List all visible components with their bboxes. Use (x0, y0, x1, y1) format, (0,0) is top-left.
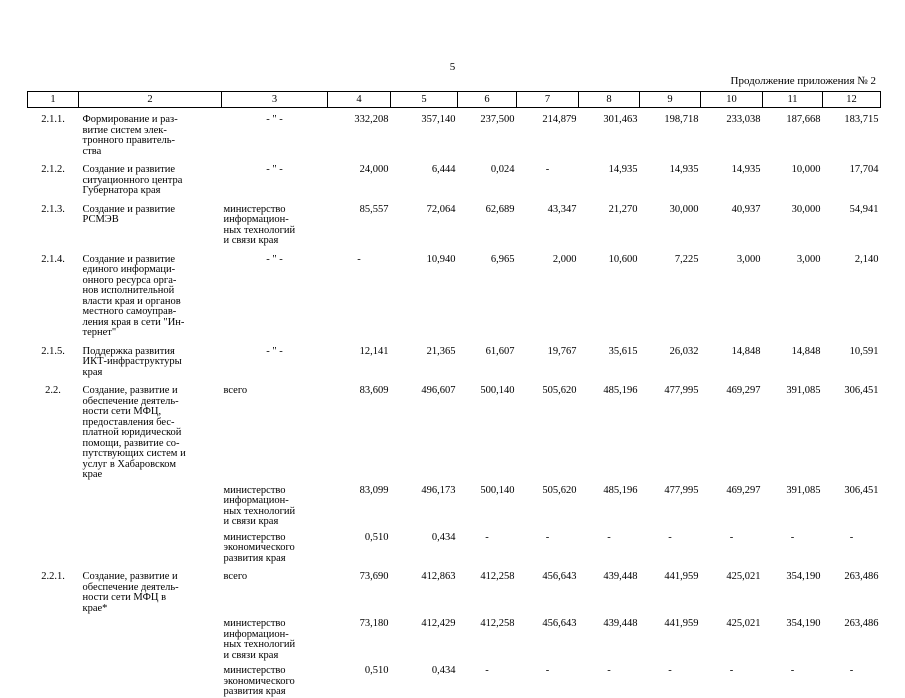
header-cell: 8 (579, 92, 640, 108)
value-cell: - (849, 665, 854, 676)
value-cell: 456,643 (542, 618, 577, 629)
value-cell: 85,557 (359, 203, 389, 215)
budget-table (27, 91, 881, 698)
value-cell: 306,451 (844, 385, 879, 396)
row-name: Формирование и раз- витие систем элек- тронного правитель- ства (82, 114, 178, 157)
value-cell: - (790, 665, 795, 676)
table-row (28, 339, 881, 379)
row-name: Поддержка развития ИКТ-инфраструктуры края (82, 345, 182, 378)
row-executor: министерство информацион- ных технологий и связи края (223, 484, 296, 527)
value-cell: 469,297 (726, 484, 761, 496)
table-row (28, 481, 881, 528)
continuation-label: Продолжение приложения № 2 (730, 75, 876, 87)
value-cell: 412,258 (480, 618, 515, 629)
value-cell: 301,463 (603, 114, 638, 125)
row-executor: - " - (266, 164, 283, 175)
table-row (28, 108, 881, 158)
value-cell: 0,510 (364, 531, 389, 543)
value-cell: 357,140 (421, 114, 456, 125)
value-cell: 233,038 (726, 114, 761, 125)
table-row (28, 564, 881, 614)
value-cell: 354,190 (786, 618, 821, 629)
header-cell: 4 (328, 92, 391, 108)
value-cell: 30,000 (791, 203, 821, 215)
row-number: 2.2. (45, 385, 61, 396)
value-cell: 61,607 (485, 345, 515, 357)
value-cell: 17,704 (849, 164, 879, 175)
value-cell: 198,718 (664, 114, 699, 125)
table-row (28, 378, 881, 481)
header-cell: 7 (517, 92, 579, 108)
value-cell: 14,935 (669, 164, 699, 175)
value-cell: 496,607 (421, 385, 456, 396)
value-cell: 3,000 (796, 253, 821, 265)
value-cell: 505,620 (542, 484, 577, 496)
value-cell: 354,190 (786, 571, 821, 582)
value-cell: 237,500 (480, 114, 515, 125)
row-name (79, 528, 222, 565)
value-cell: 263,486 (844, 571, 879, 582)
value-cell: - (357, 253, 361, 265)
table-row (28, 614, 881, 661)
value-cell: 500,140 (480, 484, 515, 496)
value-cell: 441,959 (664, 571, 699, 582)
row-executor: министерство экономического развития края (223, 531, 295, 564)
header-row (28, 92, 881, 108)
value-cell: 412,429 (421, 618, 456, 629)
value-cell: 439,448 (603, 618, 638, 629)
value-cell: 425,021 (726, 571, 761, 582)
row-name (79, 481, 222, 528)
value-cell: - (729, 531, 734, 543)
value-cell: 24,000 (359, 164, 389, 175)
row-executor: министерство информацион- ных технологий и связи края (223, 203, 296, 246)
row-number: 2.2.1. (41, 571, 65, 582)
row-name: Создание и развитие единого информаци- онного ресурса орга- нов исполнительной власти края и органов местного самоуправ- ления края в сети "Ин- тернет" (82, 253, 185, 338)
value-cell: 73,690 (359, 571, 389, 582)
value-cell: 62,689 (485, 203, 515, 215)
value-cell: 72,064 (426, 203, 456, 215)
value-cell: 14,935 (608, 164, 638, 175)
header-cell: 3 (222, 92, 328, 108)
value-cell: 485,196 (603, 385, 638, 396)
header-cell: 11 (763, 92, 823, 108)
value-cell: 10,600 (608, 253, 638, 265)
value-cell: 2,000 (552, 253, 577, 265)
value-cell: 332,208 (354, 114, 389, 125)
header-cell: 2 (79, 92, 222, 108)
page-number: 5 (449, 61, 456, 73)
row-executor: всего (223, 385, 248, 396)
row-executor: всего (223, 571, 248, 582)
value-cell: 0,434 (431, 531, 456, 543)
header-cell: 1 (28, 92, 79, 108)
value-cell: 26,032 (669, 345, 699, 357)
value-cell: 439,448 (603, 571, 638, 582)
value-cell: 10,940 (426, 253, 456, 265)
value-cell: 83,099 (359, 484, 389, 496)
value-cell: - (729, 665, 734, 676)
value-cell: 14,848 (791, 345, 821, 357)
value-cell: 14,848 (731, 345, 761, 357)
row-number: 2.1.1. (41, 114, 65, 125)
value-cell: - (790, 531, 795, 543)
row-number (28, 661, 79, 698)
value-cell: - (607, 531, 611, 543)
row-name: Создание, развитие и обеспечение деятель- ности сети МФЦ в крае* (82, 571, 179, 614)
value-cell: - (485, 665, 489, 676)
row-number: 2.1.4. (41, 253, 65, 265)
header-cell: 5 (391, 92, 458, 108)
value-cell: 7,225 (674, 253, 699, 265)
value-cell: 456,643 (542, 571, 577, 582)
value-cell: 425,021 (726, 618, 761, 629)
row-executor: - " - (266, 253, 283, 265)
value-cell: 214,879 (542, 114, 577, 125)
row-number: 2.1.2. (41, 164, 65, 175)
value-cell: 35,615 (608, 345, 638, 357)
value-cell: 412,863 (421, 571, 456, 582)
value-cell: 306,451 (844, 484, 879, 496)
row-executor: - " - (266, 345, 283, 357)
value-cell: - (545, 665, 550, 676)
value-cell: 2,140 (854, 253, 879, 265)
value-cell: 10,000 (791, 164, 821, 175)
table-row (28, 157, 881, 197)
table-body (28, 108, 881, 698)
value-cell: 183,715 (844, 114, 879, 125)
header-cell: 10 (701, 92, 763, 108)
value-cell: 412,258 (480, 571, 515, 582)
value-cell: 43,347 (547, 203, 577, 215)
row-executor: министерство экономического развития края (223, 665, 295, 697)
value-cell: 10,591 (849, 345, 879, 357)
value-cell: - (668, 665, 672, 676)
value-cell: 21,270 (608, 203, 638, 215)
row-name: Создание и развитие ситуационного центра Губернатора края (82, 164, 183, 196)
value-cell: 6,965 (490, 253, 515, 265)
table-row (28, 197, 881, 247)
value-cell: 500,140 (480, 385, 515, 396)
value-cell: 21,365 (426, 345, 456, 357)
table-row (28, 661, 881, 698)
row-number (28, 614, 79, 661)
value-cell: 3,000 (736, 253, 761, 265)
row-name (79, 614, 222, 661)
value-cell: 477,995 (664, 484, 699, 496)
value-cell: 12,141 (359, 345, 389, 357)
value-cell: - (668, 531, 672, 543)
table-row (28, 528, 881, 565)
value-cell: - (607, 665, 611, 676)
value-cell: 30,000 (669, 203, 699, 215)
value-cell: 496,173 (421, 484, 456, 496)
row-number: 2.1.5. (41, 345, 65, 357)
value-cell: 485,196 (603, 484, 638, 496)
value-cell: 54,941 (849, 203, 879, 215)
value-cell: - (545, 531, 550, 543)
value-cell: 0,510 (364, 665, 389, 676)
value-cell: - (849, 531, 854, 543)
value-cell: 0,024 (490, 164, 515, 175)
value-cell: 14,935 (731, 164, 761, 175)
value-cell: 73,180 (359, 618, 389, 629)
header-cell: 6 (458, 92, 517, 108)
row-name: Создание и развитие РСМЭВ (82, 203, 175, 225)
value-cell: - (485, 531, 489, 543)
row-number (28, 481, 79, 528)
header-cell: 9 (640, 92, 701, 108)
row-number (28, 528, 79, 565)
value-cell: - (545, 164, 550, 175)
value-cell: 469,297 (726, 385, 761, 396)
value-cell: 83,609 (359, 385, 389, 396)
value-cell: 19,767 (547, 345, 577, 357)
value-cell: 6,444 (431, 164, 456, 175)
row-name (79, 661, 222, 698)
value-cell: 40,937 (731, 203, 761, 215)
header-cell: 12 (823, 92, 881, 108)
row-number: 2.1.3. (41, 203, 65, 215)
value-cell: 391,085 (786, 385, 821, 396)
value-cell: 505,620 (542, 385, 577, 396)
row-name: Создание, развитие и обеспечение деятель- ности сети МФЦ, предоставления бес- платной юридической помощи, развитие со- путствующих систем и услуг в Хабаровском крае (82, 385, 186, 480)
value-cell: 263,486 (844, 618, 879, 629)
value-cell: 477,995 (664, 385, 699, 396)
value-cell: 391,085 (786, 484, 821, 496)
table-row (28, 247, 881, 339)
value-cell: 441,959 (664, 618, 699, 629)
row-executor: - " - (266, 114, 283, 125)
value-cell: 0,434 (431, 665, 456, 676)
row-executor: министерство информацион- ных технологий и связи края (223, 618, 296, 661)
value-cell: 187,668 (786, 114, 821, 125)
